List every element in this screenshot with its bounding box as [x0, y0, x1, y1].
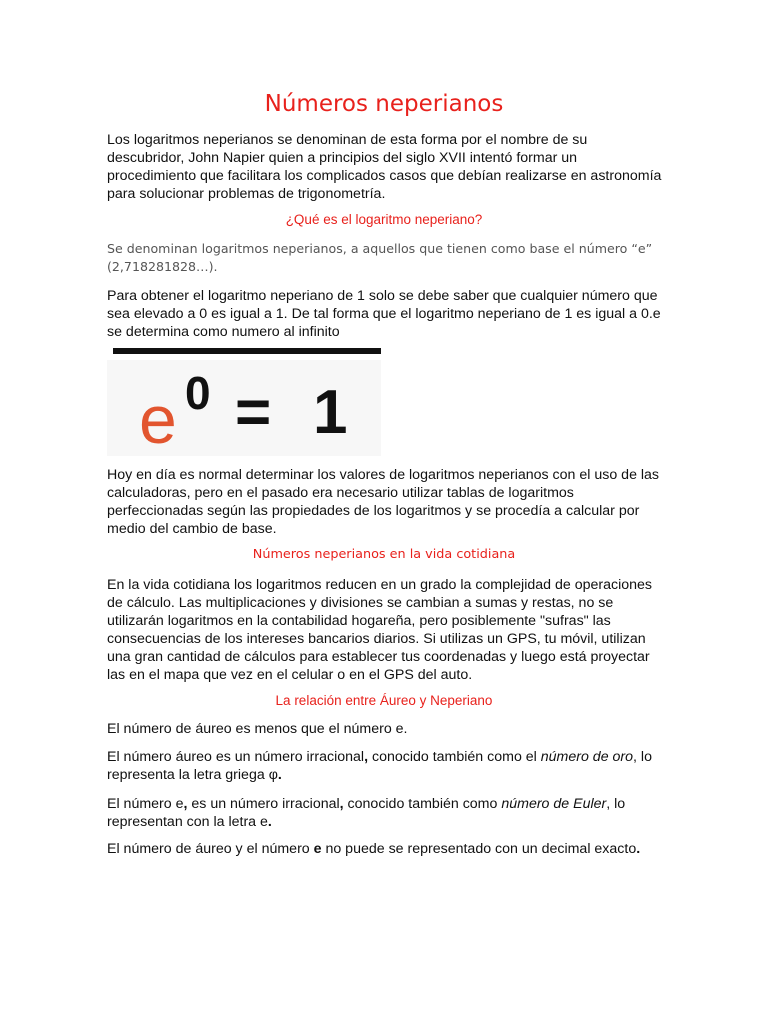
- euler-p3-d: ,: [339, 796, 344, 812]
- formula-exponent: 0: [185, 367, 211, 419]
- aureo-p2-c: conocido también como el: [368, 749, 541, 765]
- aureo-p2-g: .: [277, 767, 282, 783]
- formula-result: 1: [313, 378, 348, 447]
- section-heading-aureo-neperiano: La relación entre Áureo y Neperiano: [275, 693, 493, 708]
- phi-symbol: φ: [268, 767, 278, 783]
- vida-cotidiana-paragraph: En la vida cotidiana los logaritmos reducen en un grado la complejidad de operaciones de cálculo. Las multiplicaciones y divisiones se cambian a sumas y restas, no se utilizarán logaritmos en la contabilidad hogareña, pero posiblemente "sufras" las consecuencias de los intereses bancarios diarios. Si utilizas un GPS, tu móvil, utilizan una gran cantidad de cálculos para establecer tus coordenadas y luego está proyectar las en el mapa que vez en el celular o en el GPS del auto.: [107, 577, 652, 683]
- euler-p3-e: conocido también como: [343, 796, 502, 812]
- euler-p3-g: , lo representan con la letra: [107, 796, 626, 830]
- decimal-p4-d: .: [636, 841, 641, 857]
- decimal-p4-c: no puede se representado con un decimal exacto: [321, 841, 637, 857]
- decimal-p4-b: e: [313, 841, 322, 857]
- euler-p3-i: .: [267, 814, 272, 830]
- formula-equals: =: [235, 378, 272, 447]
- section-heading-logaritmo: ¿Qué es el logaritmo neperiano?: [285, 212, 483, 227]
- decimal-p4-a: El número de áureo y el número: [107, 841, 314, 857]
- euler-paragraph: [107, 795, 667, 831]
- aureo-paragraph-2: [107, 748, 667, 784]
- definition-paragraph: Se denominan logaritmos neperianos, a aquellos que tienen como base el número “e” (2,718281828…).: [107, 241, 653, 274]
- explanation-paragraph: Para obtener el logaritmo neperiano de 1 solo se debe saber que cualquier número que sea elevado a 0 es igual a 1. De tal forma que el logaritmo neperiano de 1 es igual a 0.e se determina como numero al infinito: [107, 288, 661, 340]
- formula-image: [107, 348, 381, 456]
- euler-p3-a: El número e: [107, 796, 184, 812]
- euler-p3-b: ,: [183, 796, 188, 812]
- formula-rule: [113, 348, 381, 354]
- aureo-p2-d: número de oro: [540, 749, 634, 765]
- euler-p3-c: es un número irracional: [187, 796, 340, 812]
- decimal-paragraph: [107, 840, 667, 858]
- formula-base: e: [139, 382, 177, 458]
- aureo-p2-e: , lo representa la letra griega: [107, 749, 652, 783]
- formula-box: [107, 360, 381, 456]
- aureo-paragraph-1: El número de áureo es menos que el número e.: [107, 721, 408, 737]
- calculators-paragraph: Hoy en día es normal determinar los valores de logaritmos neperianos con el uso de las calculadoras, pero en el pasado era necesario utilizar tablas de logaritmos perfeccionadas según las propiedades de los logaritmos y se procedía a calcular por medio del cambio de base.: [107, 467, 660, 537]
- document-title: Números neperianos: [264, 91, 504, 117]
- euler-p3-h: e: [260, 814, 268, 830]
- section-heading-vida-cotidiana: Números neperianos en la vida cotidiana: [252, 547, 516, 562]
- aureo-p2-b: ,: [364, 749, 369, 765]
- intro-paragraph: Los logaritmos neperianos se denominan de esta forma por el nombre de su descubridor, John Napier quien a principios del siglo XVII intentó formar un procedimiento que facilitara los complicados casos que debían realizarse en astronomía para solucionar problemas de trigonometría.: [107, 132, 662, 202]
- euler-p3-f: número de Euler: [501, 796, 607, 812]
- aureo-p2-a: El número áureo es un número irracional: [107, 749, 365, 765]
